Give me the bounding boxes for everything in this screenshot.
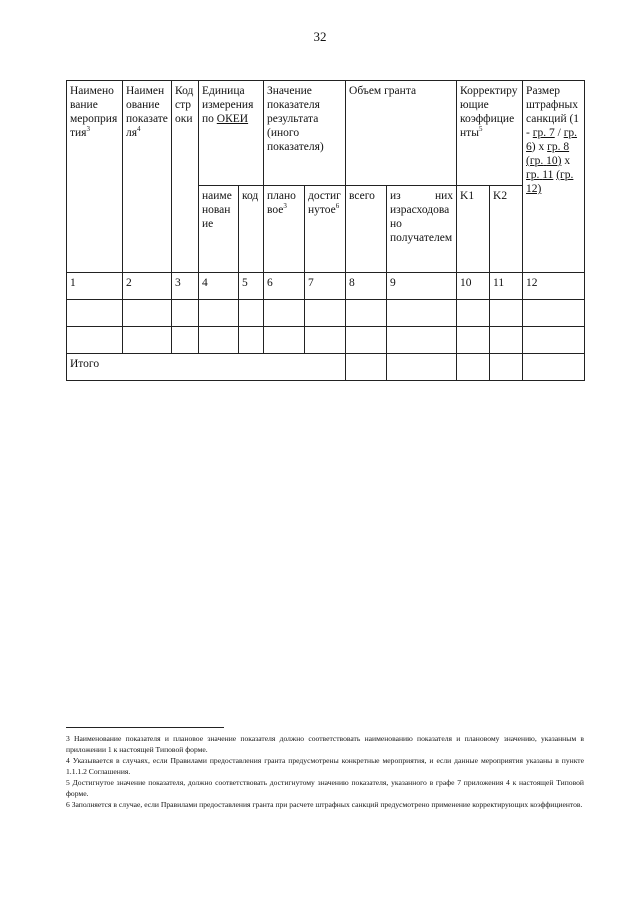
table-cell[interactable] [123, 327, 172, 354]
subheader-planned: плановое$^3$ [264, 186, 305, 273]
table-cell[interactable] [264, 327, 305, 354]
column-number: 4 [199, 273, 239, 300]
table-cell[interactable] [264, 300, 305, 327]
footnotes [66, 733, 584, 810]
table-cell[interactable] [199, 327, 239, 354]
link-gr10[interactable]: (гр. 10) [526, 155, 562, 167]
subheader-k1: K1 [457, 186, 490, 273]
table-cell[interactable] [305, 327, 346, 354]
table-cell[interactable] [123, 300, 172, 327]
column-number: 12 [523, 273, 585, 300]
column-number: 9 [387, 273, 457, 300]
subheader-k2: K2 [490, 186, 523, 273]
link-gr7[interactable]: гр. 7 [532, 127, 555, 139]
subheader-spent: из них израсходовано получателем [387, 186, 457, 273]
header-correction-coefficients: Корректирующие коэффициенты$^5$ [457, 81, 523, 186]
total-cell[interactable] [457, 354, 490, 381]
link-gr6[interactable]: гр. 6 [526, 127, 578, 153]
table-cell[interactable] [67, 300, 123, 327]
table-cell[interactable] [387, 300, 457, 327]
header-indicator-value: Значение показателя результата (иного показателя) [264, 81, 346, 186]
column-number: 5 [239, 273, 264, 300]
table-row [67, 327, 585, 354]
total-cell[interactable] [490, 354, 523, 381]
table-cell[interactable] [172, 300, 199, 327]
table-cell[interactable] [490, 327, 523, 354]
table-row [67, 300, 585, 327]
header-unit: Единица измерения по ОКЕИ [199, 81, 264, 186]
footnote-5: 5 Достигнутое значение показателя, должно соответствовать достигнутому значению показателя, указанного в графе 7 приложения 4 к настоящей Типовой форме. [66, 778, 584, 798]
table-cell[interactable] [457, 300, 490, 327]
header-sanctions-size: Размер штрафных санкций (1 - гр. 7 / гр. 6) x гр. 8 (гр. 10) x гр. 11 (гр. 12) [523, 81, 585, 273]
column-number: 6 [264, 273, 305, 300]
sanctions-table [66, 80, 585, 381]
header-row [67, 81, 585, 186]
table-cell[interactable] [346, 300, 387, 327]
table-cell[interactable] [67, 327, 123, 354]
footnote-3: 3 Наименование показателя и плановое значение показателя должно соответствовать наименованию показателя и плановому значению, указанным в приложении 1 к настоящей Типовой форме. [66, 734, 584, 754]
link-gr8[interactable]: гр. 8 [547, 141, 570, 153]
table-cell[interactable] [490, 300, 523, 327]
footnote-4: 4 Указывается в случаях, если Правилами предоставления гранта предусмотрены конкретные мероприятия, и если данные мероприятия указаны в пункте 1.1.1.2 Соглашения. [66, 756, 584, 776]
column-number: 10 [457, 273, 490, 300]
subheader-total: всего [346, 186, 387, 273]
column-number: 11 [490, 273, 523, 300]
column-number: 1 [67, 273, 123, 300]
total-row [67, 354, 585, 381]
column-number: 8 [346, 273, 387, 300]
table-cell[interactable] [523, 300, 585, 327]
link-gr11[interactable]: гр. 11 [526, 169, 554, 181]
footnote-divider [66, 727, 224, 728]
header-line-code: Код строки [172, 81, 199, 273]
table-cell[interactable] [346, 327, 387, 354]
table-cell[interactable] [387, 327, 457, 354]
total-cell[interactable] [387, 354, 457, 381]
link-gr12[interactable]: (гр. 12) [526, 169, 574, 195]
column-number: 7 [305, 273, 346, 300]
subheader-achieved: достигнутое$^6$ [305, 186, 346, 273]
table-cell[interactable] [305, 300, 346, 327]
column-number: 2 [123, 273, 172, 300]
table-cell[interactable] [239, 327, 264, 354]
subheader-unit-name: наименование [199, 186, 239, 273]
table-cell[interactable] [457, 327, 490, 354]
page-number: 32 [313, 29, 327, 44]
header-event-name: Наименование мероприятия$^3$ [67, 81, 123, 273]
total-cell[interactable] [346, 354, 387, 381]
table-cell[interactable] [523, 327, 585, 354]
total-label: Итого [67, 354, 346, 381]
table-cell[interactable] [239, 300, 264, 327]
table-cell[interactable] [199, 300, 239, 327]
column-number: 3 [172, 273, 199, 300]
table-cell[interactable] [172, 327, 199, 354]
footnote-6: 6 Заполняется в случае, если Правилами предоставления гранта при расчете штрафных санкций предусмотрено применение корректирующих коэффициентов. [66, 800, 583, 809]
subheader-unit-code: код [239, 186, 264, 273]
total-cell[interactable] [523, 354, 585, 381]
okei-link[interactable]: ОКЕИ [216, 113, 249, 125]
column-numbers-row [67, 273, 585, 300]
header-grant-volume: Объем гранта [346, 81, 457, 186]
header-indicator-name: Наименование показателя$^4$ [123, 81, 172, 273]
